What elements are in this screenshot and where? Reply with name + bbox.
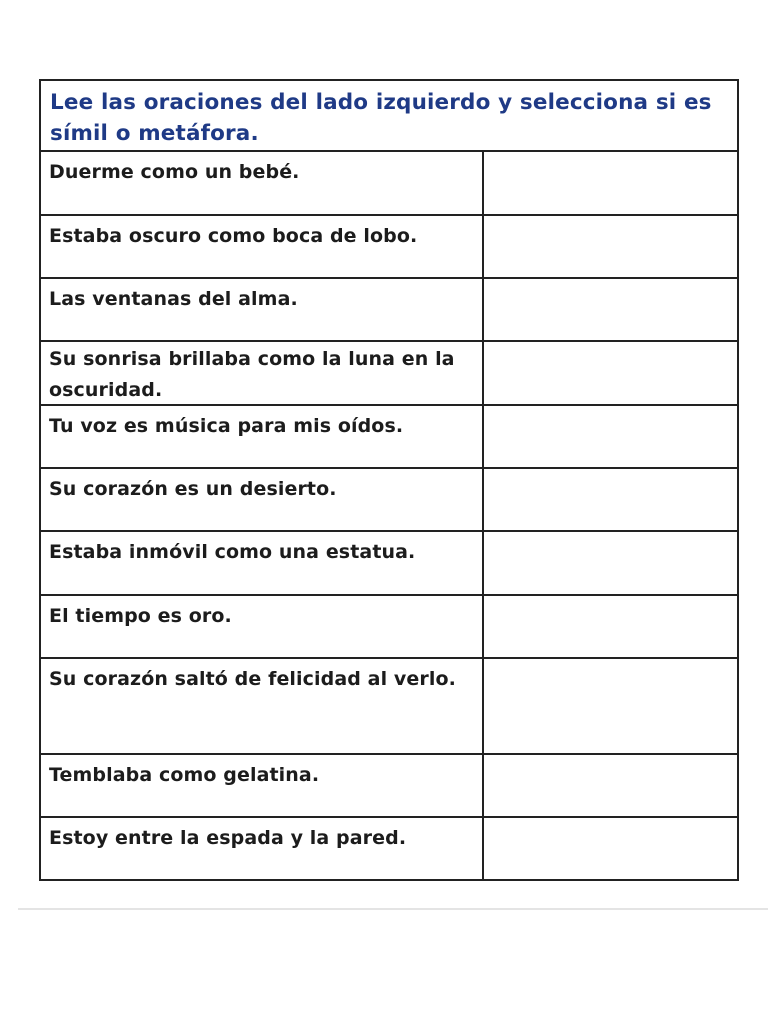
- sentence-cell: Su corazón saltó de felicidad al verlo.: [41, 659, 484, 753]
- answer-cell[interactable]: [484, 532, 737, 594]
- worksheet-table: [39, 79, 739, 881]
- answer-cell[interactable]: [484, 755, 737, 816]
- sentence-cell: Su corazón es un desierto.: [41, 469, 484, 530]
- answer-cell[interactable]: [484, 596, 737, 657]
- answer-cell[interactable]: [484, 279, 737, 340]
- table-row: [41, 755, 737, 818]
- table-row: [41, 596, 737, 659]
- sentence-cell: Estaba inmóvil como una estatua.: [41, 532, 484, 594]
- answer-cell[interactable]: [484, 216, 737, 277]
- answer-cell[interactable]: [484, 152, 737, 214]
- table-row: [41, 818, 737, 879]
- sentence-cell: Estoy entre la espada y la pared.: [41, 818, 484, 879]
- sentence-cell: Las ventanas del alma.: [41, 279, 484, 340]
- answer-cell[interactable]: [484, 659, 737, 753]
- sentence-cell: Estaba oscuro como boca de lobo.: [41, 216, 484, 277]
- answer-cell[interactable]: [484, 818, 737, 879]
- table-row: [41, 216, 737, 279]
- table-row: [41, 659, 737, 755]
- answer-cell[interactable]: [484, 406, 737, 467]
- footer-divider: [18, 908, 768, 910]
- sentence-cell: El tiempo es oro.: [41, 596, 484, 657]
- table-row: [41, 406, 737, 469]
- table-row: [41, 342, 737, 406]
- table-row: [41, 152, 737, 216]
- sentence-cell: Duerme como un bebé.: [41, 152, 484, 214]
- table-row: [41, 469, 737, 532]
- sentence-cell: Temblaba como gelatina.: [41, 755, 484, 816]
- table-row: [41, 279, 737, 342]
- instructions-heading: Lee las oraciones del lado izquierdo y selecciona si es símil o metáfora.: [41, 81, 737, 152]
- table-row: [41, 532, 737, 596]
- sentence-cell: Tu voz es música para mis oídos.: [41, 406, 484, 467]
- sentence-cell: Su sonrisa brillaba como la luna en la oscuridad.: [41, 342, 484, 404]
- answer-cell[interactable]: [484, 469, 737, 530]
- answer-cell[interactable]: [484, 342, 737, 404]
